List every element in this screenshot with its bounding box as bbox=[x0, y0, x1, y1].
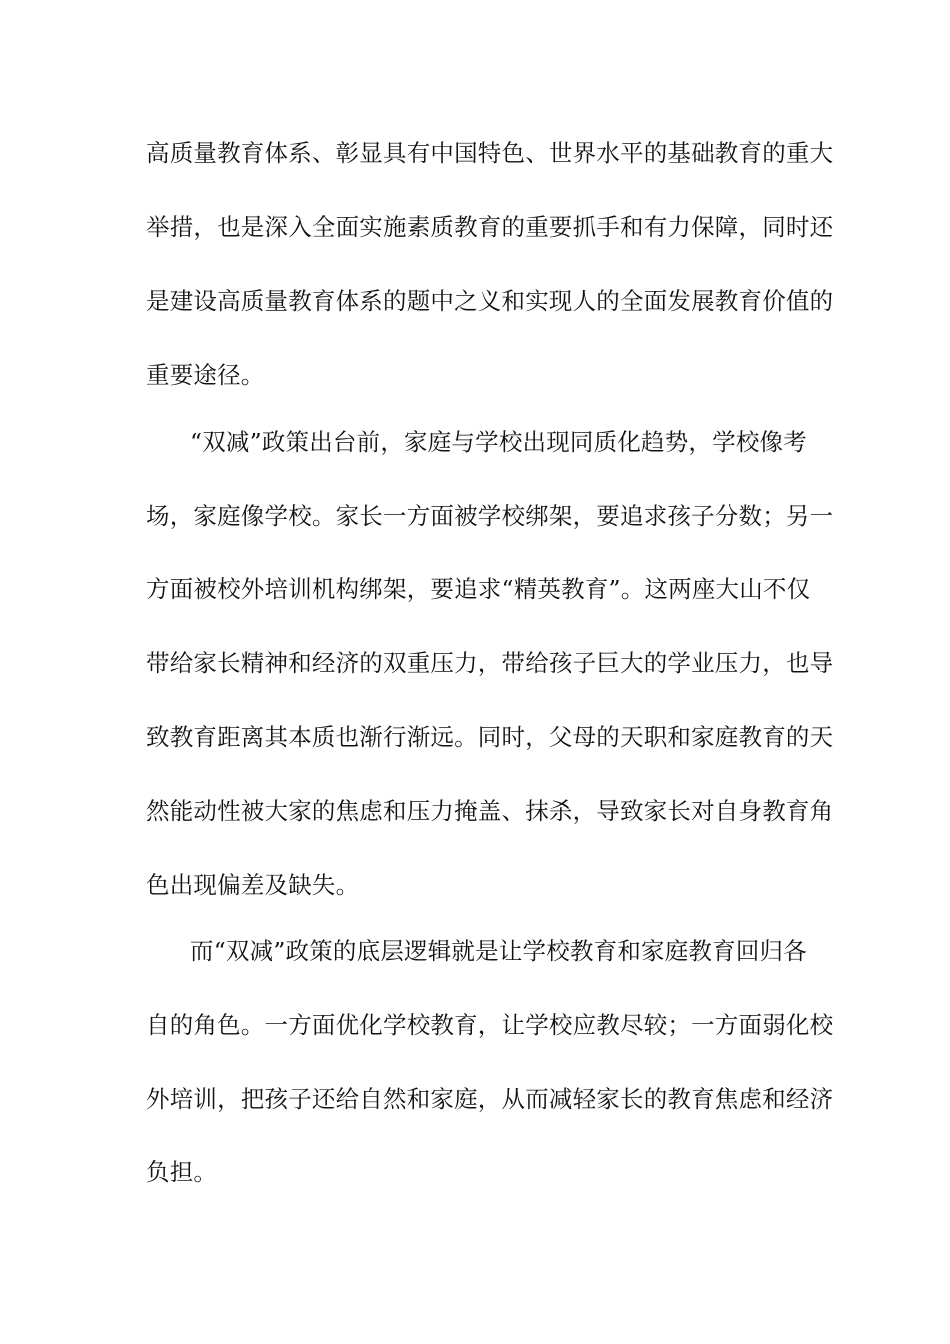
paragraph-2-line-2: 场，家庭像学校。家长一方面被学校绑架，要追求孩子分数；另一 bbox=[146, 502, 834, 530]
paragraph-2-line-6: 然能动性被大家的焦虑和压力掩盖、抹杀，导致家长对自身教育角 bbox=[146, 797, 834, 825]
paragraph-1-line-1: 高质量教育体系、彰显具有中国特色、世界水平的基础教育的重大 bbox=[146, 139, 834, 167]
paragraph-1-line-3: 是建设高质量教育体系的题中之义和实现人的全面发展教育价值的 bbox=[146, 287, 834, 315]
paragraph-2-line-3: 方面被校外培训机构绑架，要追求“精英教育”。这两座大山不仅 bbox=[146, 575, 811, 603]
paragraph-3-line-1: 而“双减”政策的底层逻辑就是让学校教育和家庭教育回归各 bbox=[190, 937, 807, 965]
paragraph-2-line-7: 色出现偏差及缺失。 bbox=[146, 871, 360, 899]
paragraph-3-line-3: 外培训，把孩子还给自然和家庭，从而减轻家长的教育焦虑和经济 bbox=[146, 1085, 834, 1113]
paragraph-2-line-5: 致教育距离其本质也渐行渐远。同时，父母的天职和家庭教育的天 bbox=[146, 723, 834, 751]
paragraph-3-line-4: 负担。 bbox=[146, 1158, 218, 1186]
paragraph-3-line-2: 自的角色。一方面优化学校教育，让学校应教尽较；一方面弱化校 bbox=[146, 1011, 834, 1039]
paragraph-2-line-1: “双减”政策出台前，家庭与学校出现同质化趋势，学校像考 bbox=[190, 428, 807, 456]
paragraph-1-line-4: 重要途径。 bbox=[146, 361, 265, 389]
paragraph-1-line-2: 举措，也是深入全面实施素质教育的重要抓手和有力保障，同时还 bbox=[146, 213, 834, 241]
paragraph-2-line-4: 带给家长精神和经济的双重压力，带给孩子巨大的学业压力，也导 bbox=[146, 649, 834, 677]
